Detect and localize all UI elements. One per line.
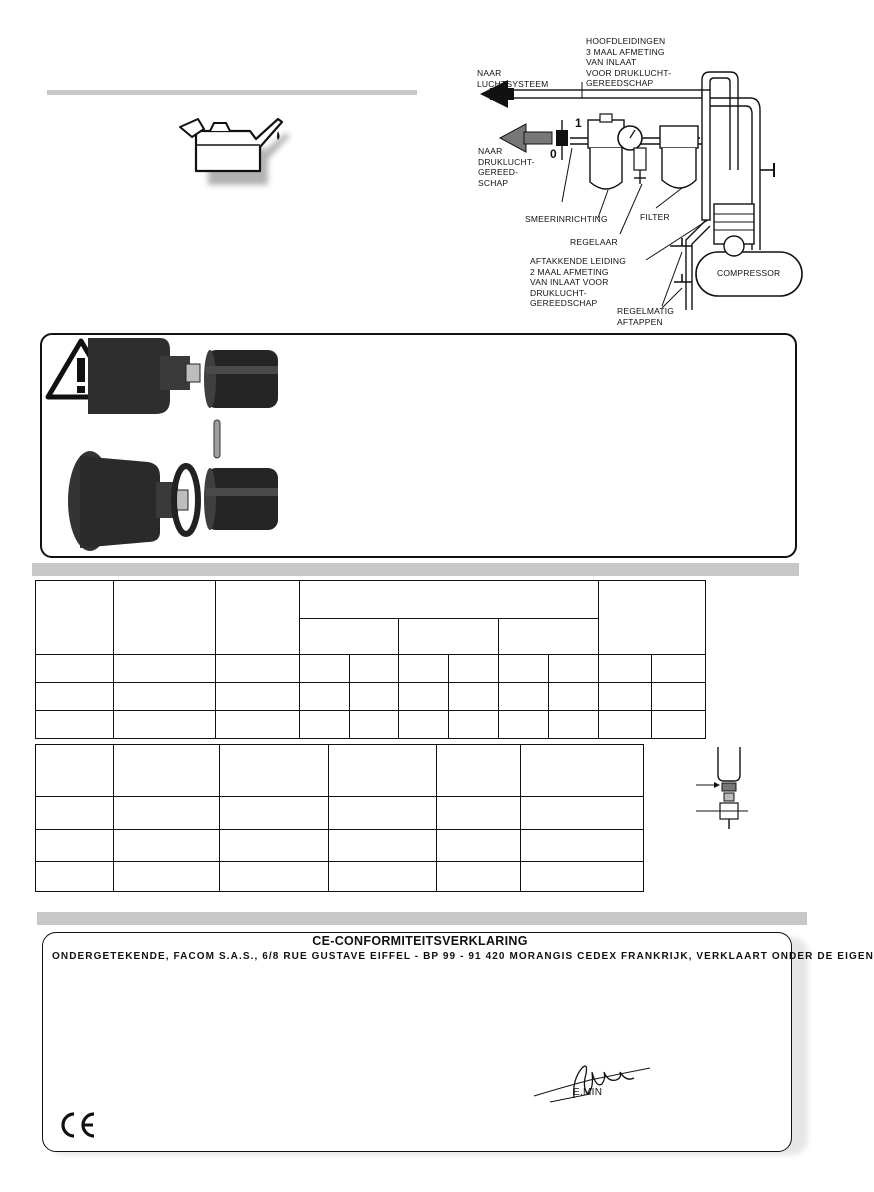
table1-header-cell <box>113 581 215 655</box>
label-compressor: COMPRESSOR <box>717 268 781 278</box>
table2-header-row <box>36 745 644 797</box>
table1-header-cell <box>599 581 706 655</box>
table-row <box>36 861 644 891</box>
table1-header-cell <box>36 581 114 655</box>
spec-table-1 <box>35 580 706 739</box>
measurement-detail-icon <box>692 745 752 830</box>
table-row <box>36 829 644 861</box>
label-hoofdleidingen: HOOFDLEIDINGEN 3 MAAL AFMETING VAN INLAAT VOOR DRUKLUCHT- GEREEDSCHAP <box>586 36 672 88</box>
label-filter: FILTER <box>640 212 670 222</box>
label-naar-gereedschap: NAAR DRUKLUCHT- GEREED- SCHAP <box>478 146 535 188</box>
oil-can-icon <box>170 105 300 185</box>
table-row <box>36 711 706 739</box>
table1-subheader-cell <box>499 619 599 655</box>
table1-subheader-cell <box>399 619 499 655</box>
spec-table-2 <box>35 744 644 892</box>
table-row <box>36 683 706 711</box>
section-divider-top <box>47 90 417 95</box>
label-valve-on: 1 <box>575 116 582 130</box>
label-aftakkende-leiding: AFTAKKENDE LEIDING 2 MAAL AFMETING VAN INLAAT VOOR DRUKLUCHT- GEREEDSCHAP <box>530 256 627 308</box>
label-valve-off: 0 <box>550 147 557 161</box>
ce-mark-logo <box>56 1110 100 1140</box>
section-divider-bottom <box>37 912 807 925</box>
declaration-text-line: ONDERGETEKENDE, FACOM S.A.S., 6/8 RUE GUSTAVE EIFFEL - BP 99 - 91 420 MORANGIS CEDEX FRANKRIJK, VERKLAART ONDER DE EIGEN <box>52 951 874 962</box>
table-row <box>36 797 644 829</box>
table1-header-cell <box>215 581 299 655</box>
table-row <box>36 655 706 683</box>
table1-subheader-cell <box>299 619 399 655</box>
label-smeerinrichting: SMEERINRICHTING <box>525 214 608 224</box>
signature-image <box>530 1058 670 1108</box>
label-regelaar: REGELAAR <box>570 237 618 247</box>
declaration-box <box>42 932 874 1152</box>
declaration-title: CE-CONFORMITEITSVERKLARING <box>312 934 528 948</box>
signatory-name: E.MIN <box>573 1087 603 1098</box>
socket-mounting-illustration <box>60 336 290 551</box>
section-divider-mid <box>32 563 799 576</box>
table1-header-cell <box>299 581 599 619</box>
label-naar-luchtsysteem: NAAR LUCHTSYSTEEM <box>477 68 549 89</box>
label-regelmatig-aftappen: REGELMATIG AFTAPPEN <box>617 306 675 327</box>
